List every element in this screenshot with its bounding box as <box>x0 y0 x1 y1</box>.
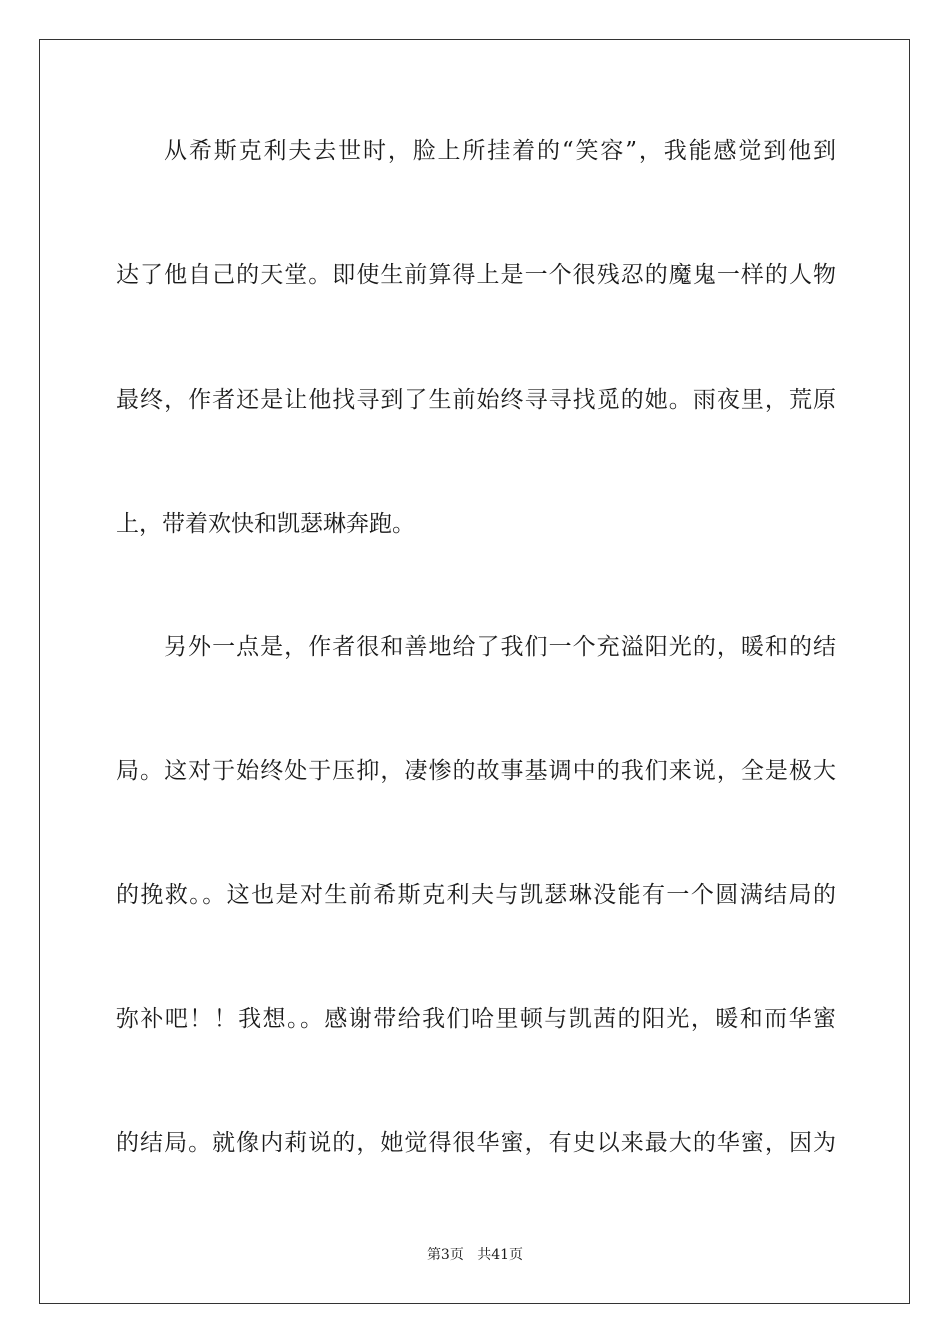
paragraph-1-line-3: 最终，作者还是让他找寻到了生前始终寻寻找觅的她。雨夜里，荒原 <box>116 387 836 413</box>
paragraph-1-line-2: 达了他自己的天堂。即使生前算得上是一个很残忍的魔鬼一样的人物 <box>116 262 836 288</box>
page-total: 共41页 <box>477 1247 524 1263</box>
paragraph-2-line-2: 局。这对于始终处于压抑，凄惨的故事基调中的我们来说，全是极大 <box>116 758 836 784</box>
page-border <box>39 39 910 1304</box>
page-number: 第3页 <box>426 1247 464 1263</box>
paragraph-2-line-4: 弥补吧！！我想。。感谢带给我们哈里顿与凯茜的阳光，暖和而华蜜 <box>116 1006 836 1032</box>
paragraph-1-line-1: 从希斯克利夫去世时，脸上所挂着的“笑容”，我能感觉到他到 <box>164 138 836 164</box>
paragraph-2-line-3: 的挽救。。这也是对生前希斯克利夫与凯瑟琳没能有一个圆满结局的 <box>116 882 836 908</box>
paragraph-1-line-4: 上，带着欢快和凯瑟琳奔跑。 <box>116 511 415 537</box>
paragraph-2-line-1: 另外一点是，作者很和善地给了我们一个充溢阳光的，暖和的结 <box>164 634 836 660</box>
paragraph-2-line-5: 的结局。就像内莉说的，她觉得很华蜜，有史以来最大的华蜜，因为 <box>116 1130 836 1156</box>
page-footer <box>0 1246 950 1264</box>
